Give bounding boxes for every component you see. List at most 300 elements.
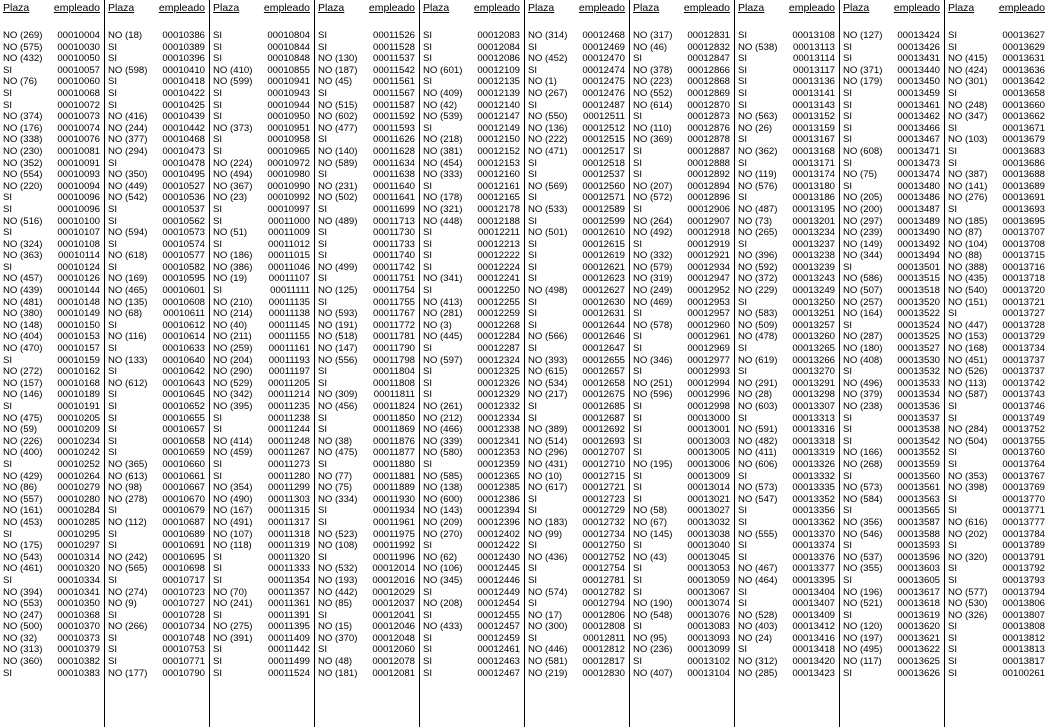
plaza-cell: NO (550) bbox=[528, 111, 568, 123]
plaza-cell: NO (95) bbox=[633, 632, 668, 644]
plaza-cell: NO (459) bbox=[213, 447, 253, 459]
empleado-cell: 00012430 bbox=[477, 551, 520, 563]
table-row bbox=[735, 598, 839, 610]
plaza-cell: SI bbox=[948, 574, 958, 586]
plaza-cell: NO (414) bbox=[213, 435, 253, 447]
plaza-cell: NO (501) bbox=[528, 227, 568, 239]
empleado-cell: 00013520 bbox=[897, 296, 940, 308]
plaza-cell: SI bbox=[528, 308, 538, 320]
table-row bbox=[0, 331, 104, 343]
empleado-cell: 00012947 bbox=[687, 273, 730, 285]
empleado-cell: 00013362 bbox=[792, 516, 835, 528]
table-row bbox=[0, 482, 104, 494]
plaza-cell: SI bbox=[318, 424, 328, 436]
table-row bbox=[315, 134, 419, 146]
plaza-cell: SI bbox=[423, 238, 433, 250]
table-row bbox=[210, 540, 314, 552]
empleado-cell: 00013461 bbox=[897, 99, 940, 111]
empleado-cell: 00012135 bbox=[477, 76, 520, 88]
empleado-cell: 00013113 bbox=[793, 41, 835, 53]
plaza-cell: NO (226) bbox=[3, 435, 43, 447]
empleado-cell: 00011267 bbox=[268, 447, 310, 459]
column-header bbox=[0, 0, 104, 18]
table-row bbox=[0, 76, 104, 88]
plaza-cell: NO (526) bbox=[948, 366, 988, 378]
column-header bbox=[840, 0, 944, 18]
plaza-cell: NO (575) bbox=[3, 41, 43, 53]
empleado-cell: 00013053 bbox=[687, 563, 730, 575]
table-row bbox=[105, 389, 209, 401]
table-row bbox=[420, 494, 524, 506]
table-row bbox=[840, 123, 944, 135]
plaza-cell: NO (617) bbox=[528, 482, 568, 494]
table-row bbox=[0, 563, 104, 575]
table-row bbox=[315, 633, 419, 645]
plaza-cell: NO (572) bbox=[633, 192, 673, 204]
table-row bbox=[315, 482, 419, 494]
empleado-cell: 00013374 bbox=[792, 540, 835, 552]
plaza-cell: SI bbox=[633, 53, 643, 65]
empleado-cell: 00013658 bbox=[1002, 87, 1045, 99]
table-row bbox=[630, 134, 734, 146]
table-row bbox=[420, 76, 524, 88]
plaza-cell: NO (75) bbox=[843, 169, 878, 181]
plaza-cell: NO (191) bbox=[318, 319, 358, 331]
table-row bbox=[735, 668, 839, 680]
table-row bbox=[630, 505, 734, 517]
plaza-cell: SI bbox=[843, 540, 853, 552]
empleado-cell: 00010252 bbox=[57, 458, 100, 470]
empleado-cell: 00012224 bbox=[477, 261, 520, 273]
plaza-cell: NO (614) bbox=[633, 99, 673, 111]
table-row bbox=[840, 587, 944, 599]
plaza-cell: NO (220) bbox=[3, 180, 43, 192]
table-row bbox=[105, 76, 209, 88]
table-row bbox=[525, 540, 629, 552]
empleado-cell: 00010050 bbox=[57, 53, 100, 65]
plaza-cell: SI bbox=[738, 516, 748, 528]
table-row bbox=[630, 123, 734, 135]
plaza-cell: NO (106) bbox=[423, 563, 463, 575]
plaza-cell: NO (453) bbox=[3, 516, 43, 528]
empleado-cell: 00012083 bbox=[477, 30, 520, 41]
empleado-cell: 00010442 bbox=[162, 122, 205, 134]
plaza-cell: NO (157) bbox=[3, 377, 43, 389]
empleado-cell: 00013812 bbox=[1002, 632, 1045, 644]
table-row bbox=[420, 320, 524, 332]
table-row bbox=[105, 668, 209, 680]
empleado-cell: 00012165 bbox=[477, 192, 520, 204]
table-row bbox=[315, 424, 419, 436]
plaza-cell: NO (467) bbox=[738, 563, 778, 575]
empleado-cell: 00011135 bbox=[268, 296, 310, 308]
table-row bbox=[315, 343, 419, 355]
plaza-cell: NO (592) bbox=[738, 261, 778, 273]
empleado-cell: 00012687 bbox=[582, 412, 625, 424]
table-row bbox=[525, 111, 629, 123]
plaza-cell: SI bbox=[948, 505, 958, 517]
empleado-cell: 00012721 bbox=[582, 482, 625, 494]
table-row bbox=[735, 610, 839, 622]
empleado-cell: 00010205 bbox=[57, 412, 100, 424]
empleado-cell: 00012461 bbox=[477, 644, 520, 656]
plaza-cell: NO (62) bbox=[423, 551, 458, 563]
empleado-cell: 00013424 bbox=[897, 30, 940, 41]
table-row bbox=[630, 378, 734, 390]
table-row bbox=[420, 436, 524, 448]
empleado-cell: 00010234 bbox=[57, 435, 100, 447]
plaza-cell: NO (284) bbox=[948, 424, 988, 436]
plaza-cell: SI bbox=[213, 203, 223, 215]
empleado-cell: 00013001 bbox=[687, 424, 730, 436]
table-row bbox=[945, 633, 1049, 645]
table-row bbox=[105, 471, 209, 483]
empleado-cell: 00010284 bbox=[57, 505, 100, 517]
table-row bbox=[840, 482, 944, 494]
empleado-cell: 00013605 bbox=[897, 574, 940, 586]
empleado-cell: 00012332 bbox=[477, 401, 520, 412]
table-row bbox=[945, 123, 1049, 135]
table-row bbox=[210, 100, 314, 112]
empleado-cell: 00012150 bbox=[477, 134, 520, 146]
table-row bbox=[105, 30, 209, 42]
plaza-cell: NO (15) bbox=[318, 621, 353, 633]
plaza-cell: NO (85) bbox=[318, 598, 353, 610]
plaza-cell: NO (281) bbox=[423, 308, 463, 320]
empleado-cell: 00013114 bbox=[793, 53, 835, 65]
table-row bbox=[735, 134, 839, 146]
empleado-cell: 00012876 bbox=[687, 122, 730, 134]
plaza-cell: SI bbox=[528, 493, 538, 505]
plaza-cell: NO (9) bbox=[108, 598, 137, 610]
empleado-cell: 00010285 bbox=[57, 516, 100, 528]
table-row bbox=[105, 644, 209, 656]
table-row bbox=[525, 598, 629, 610]
plaza-cell: NO (612) bbox=[108, 377, 148, 389]
empleado-cell: 00012630 bbox=[582, 296, 625, 308]
plaza-cell: SI bbox=[423, 250, 433, 262]
plaza-cell: NO (593) bbox=[318, 308, 358, 320]
empleado-cell: 00012869 bbox=[687, 87, 730, 99]
table-row bbox=[105, 459, 209, 471]
plaza-cell: NO (58) bbox=[633, 505, 668, 517]
empleado-cell: 00010096 bbox=[57, 203, 100, 215]
table-row bbox=[525, 587, 629, 599]
empleado-cell: 00010537 bbox=[162, 203, 205, 215]
plaza-cell: NO (332) bbox=[633, 250, 673, 262]
plaza-cell: NO (436) bbox=[528, 551, 568, 563]
table-row bbox=[840, 436, 944, 448]
empleado-cell: 00010951 bbox=[267, 122, 310, 134]
table-column bbox=[735, 0, 840, 727]
table-row bbox=[735, 297, 839, 309]
plaza-cell: NO (272) bbox=[3, 366, 43, 378]
empleado-cell: 00010562 bbox=[162, 215, 205, 227]
empleado-cell: 00012511 bbox=[583, 111, 625, 123]
table-row bbox=[0, 505, 104, 517]
header-empleado: empleado bbox=[158, 2, 205, 14]
empleado-cell: 00010645 bbox=[162, 389, 205, 401]
table-row bbox=[630, 552, 734, 564]
table-row bbox=[840, 239, 944, 251]
empleado-cell: 00011742 bbox=[373, 261, 415, 273]
plaza-cell: NO (523) bbox=[318, 528, 358, 540]
plaza-cell: NO (224) bbox=[213, 157, 253, 169]
empleado-cell: 00011315 bbox=[268, 505, 310, 517]
empleado-cell: 00013141 bbox=[792, 87, 835, 99]
empleado-cell: 00013404 bbox=[792, 586, 835, 598]
plaza-cell: SI bbox=[108, 435, 118, 447]
table-row bbox=[0, 192, 104, 204]
table-row bbox=[630, 273, 734, 285]
table-row bbox=[840, 308, 944, 320]
plaza-cell: NO (28) bbox=[738, 389, 773, 401]
table-row bbox=[210, 169, 314, 181]
plaza-cell: NO (113) bbox=[948, 377, 987, 389]
table-row bbox=[315, 146, 419, 158]
plaza-cell: NO (404) bbox=[3, 331, 43, 343]
empleado-cell: 00013021 bbox=[687, 493, 730, 505]
empleado-cell: 00010094 bbox=[57, 180, 100, 192]
empleado-cell: 00012892 bbox=[687, 169, 730, 181]
empleado-cell: 00013532 bbox=[897, 366, 940, 378]
table-row bbox=[315, 204, 419, 216]
empleado-cell: 00013487 bbox=[897, 203, 940, 215]
empleado-cell: 00013265 bbox=[792, 343, 835, 355]
plaza-cell: SI bbox=[738, 238, 748, 250]
plaza-cell: NO (70) bbox=[213, 586, 248, 598]
empleado-cell: 00011790 bbox=[373, 343, 415, 355]
empleado-cell: 00012729 bbox=[582, 505, 625, 517]
plaza-cell: NO (125) bbox=[318, 285, 358, 297]
plaza-cell: NO (87) bbox=[948, 227, 983, 239]
plaza-cell: NO (207) bbox=[633, 180, 673, 192]
table-row bbox=[210, 413, 314, 425]
plaza-cell: SI bbox=[423, 540, 433, 552]
table-row bbox=[420, 216, 524, 228]
table-row bbox=[420, 656, 524, 668]
empleado-cell: 00012873 bbox=[687, 111, 730, 123]
table-column bbox=[420, 0, 525, 727]
empleado-cell: 00013771 bbox=[1002, 505, 1045, 517]
plaza-cell: NO (573) bbox=[843, 482, 883, 494]
table-row bbox=[420, 65, 524, 77]
plaza-cell: NO (386) bbox=[213, 261, 253, 273]
plaza-cell: NO (200) bbox=[843, 203, 883, 215]
empleado-cell: 00013093 bbox=[687, 632, 730, 644]
table-row bbox=[735, 30, 839, 42]
plaza-cell: NO (591) bbox=[738, 424, 778, 436]
empleado-cell: 00010652 bbox=[162, 401, 205, 412]
empleado-cell: 00013721 bbox=[1002, 296, 1045, 308]
empleado-cell: 00013518 bbox=[897, 285, 940, 297]
plaza-cell: SI bbox=[948, 41, 958, 53]
plaza-cell: SI bbox=[843, 111, 853, 123]
empleado-cell: 00011740 bbox=[373, 250, 415, 262]
table-row bbox=[840, 505, 944, 517]
plaza-cell: SI bbox=[213, 99, 223, 111]
plaza-cell: SI bbox=[213, 53, 223, 65]
empleado-cell: 00013099 bbox=[687, 644, 730, 656]
table-row bbox=[105, 239, 209, 251]
table-row bbox=[945, 285, 1049, 297]
plaza-cell: NO (518) bbox=[318, 331, 358, 343]
empleado-cell: 00012084 bbox=[477, 41, 520, 53]
plaza-cell: SI bbox=[108, 632, 118, 644]
plaza-cell: NO (431) bbox=[528, 458, 568, 470]
empleado-cell: 00012619 bbox=[582, 250, 625, 262]
table-row bbox=[0, 656, 104, 668]
empleado-cell: 00012794 bbox=[582, 598, 625, 610]
empleado-cell: 00011442 bbox=[268, 644, 310, 656]
table-row bbox=[420, 273, 524, 285]
table-row bbox=[945, 239, 1049, 251]
empleado-cell: 00013462 bbox=[897, 111, 940, 123]
empleado-cell: 00012655 bbox=[582, 354, 625, 366]
empleado-cell: 00012325 bbox=[477, 366, 520, 378]
empleado-cell: 00013527 bbox=[897, 343, 940, 355]
empleado-cell: 00011751 bbox=[373, 273, 415, 285]
table-row bbox=[735, 65, 839, 77]
empleado-cell: 00012284 bbox=[477, 331, 520, 343]
plaza-cell: NO (270) bbox=[423, 528, 463, 540]
empleado-cell: 00011542 bbox=[373, 64, 415, 76]
table-row bbox=[210, 575, 314, 587]
plaza-cell: NO (167) bbox=[213, 505, 253, 517]
table-row bbox=[105, 633, 209, 645]
plaza-cell: NO (543) bbox=[3, 551, 43, 563]
plaza-cell: NO (247) bbox=[3, 609, 43, 621]
table-column bbox=[840, 0, 945, 727]
table-row bbox=[315, 227, 419, 239]
table-row bbox=[315, 250, 419, 262]
empleado-cell: 00010297 bbox=[57, 540, 100, 552]
empleado-cell: 00013426 bbox=[897, 41, 940, 53]
table-row bbox=[735, 320, 839, 332]
table-row bbox=[210, 563, 314, 575]
table-row bbox=[420, 88, 524, 100]
plaza-cell: NO (24) bbox=[738, 632, 773, 644]
empleado-cell: 00013695 bbox=[1002, 215, 1045, 227]
plaza-cell: NO (135) bbox=[108, 296, 148, 308]
empleado-cell: 00012385 bbox=[477, 482, 520, 494]
plaza-cell: SI bbox=[528, 64, 538, 76]
table-row bbox=[210, 262, 314, 274]
empleado-cell: 00010691 bbox=[162, 540, 205, 552]
plaza-cell: SI bbox=[108, 261, 118, 273]
plaza-cell: SI bbox=[528, 250, 538, 262]
table-row bbox=[315, 517, 419, 529]
plaza-cell: NO (326) bbox=[948, 609, 988, 621]
empleado-cell: 00013319 bbox=[792, 447, 835, 459]
table-row bbox=[0, 668, 104, 680]
table-row bbox=[315, 181, 419, 193]
plaza-cell: NO (565) bbox=[108, 563, 148, 575]
table-row bbox=[735, 146, 839, 158]
empleado-cell: 00013806 bbox=[1002, 598, 1045, 610]
table-row bbox=[735, 343, 839, 355]
plaza-cell: NO (502) bbox=[318, 192, 358, 204]
table-row bbox=[525, 517, 629, 529]
empleado-cell: 00010848 bbox=[267, 53, 310, 65]
plaza-cell: NO (608) bbox=[843, 145, 883, 157]
table-row bbox=[315, 273, 419, 285]
table-row bbox=[630, 343, 734, 355]
table-row bbox=[630, 250, 734, 262]
table-row bbox=[210, 216, 314, 228]
plaza-cell: SI bbox=[3, 192, 13, 204]
table-row bbox=[210, 529, 314, 541]
empleado-cell: 00013727 bbox=[1002, 308, 1045, 320]
table-row bbox=[630, 285, 734, 297]
table-row bbox=[105, 134, 209, 146]
plaza-cell: NO (321) bbox=[423, 203, 463, 215]
plaza-cell: NO (615) bbox=[528, 366, 568, 378]
plaza-cell: NO (415) bbox=[948, 53, 988, 65]
empleado-cell: 00011499 bbox=[268, 656, 310, 668]
table-row bbox=[840, 424, 944, 436]
table-row bbox=[315, 656, 419, 668]
empleado-cell: 00013808 bbox=[1002, 621, 1045, 633]
plaza-cell: SI bbox=[318, 250, 328, 262]
plaza-cell: NO (353) bbox=[948, 470, 988, 482]
empleado-cell: 00012078 bbox=[372, 656, 415, 668]
empleado-cell: 00011811 bbox=[373, 389, 415, 401]
empleado-cell: 00012952 bbox=[687, 285, 730, 297]
plaza-cell: NO (381) bbox=[423, 145, 463, 157]
table-row bbox=[630, 65, 734, 77]
table-row bbox=[420, 587, 524, 599]
plaza-cell: SI bbox=[843, 667, 853, 679]
empleado-cell: 00013618 bbox=[897, 598, 940, 610]
column-header bbox=[210, 0, 314, 18]
table-row bbox=[0, 262, 104, 274]
empleado-cell: 00010108 bbox=[57, 238, 100, 250]
table-row bbox=[105, 273, 209, 285]
empleado-cell: 00012109 bbox=[477, 64, 520, 76]
plaza-cell: SI bbox=[108, 401, 118, 412]
empleado-cell: 00013708 bbox=[1002, 238, 1045, 250]
plaza-cell: SI bbox=[843, 134, 853, 146]
table-row bbox=[945, 471, 1049, 483]
empleado-cell: 00010159 bbox=[57, 354, 100, 366]
plaza-cell: SI bbox=[318, 227, 328, 239]
table-row bbox=[630, 331, 734, 343]
empleado-cell: 00012060 bbox=[372, 644, 415, 656]
plaza-cell: NO (99) bbox=[528, 528, 563, 540]
table-row bbox=[630, 320, 734, 332]
table-row bbox=[420, 540, 524, 552]
empleado-cell: 00010608 bbox=[162, 296, 205, 308]
plaza-cell: SI bbox=[108, 203, 118, 215]
table-row bbox=[525, 262, 629, 274]
table-row bbox=[0, 366, 104, 378]
empleado-cell: 00010667 bbox=[162, 482, 205, 494]
table-row bbox=[420, 378, 524, 390]
table-row bbox=[525, 285, 629, 297]
table-row bbox=[420, 30, 524, 42]
empleado-cell: 00011754 bbox=[373, 285, 415, 297]
empleado-cell: 00012658 bbox=[582, 377, 625, 389]
table-row bbox=[210, 668, 314, 680]
table-row bbox=[630, 563, 734, 575]
table-row bbox=[105, 575, 209, 587]
table-row bbox=[630, 471, 734, 483]
plaza-cell: NO (86) bbox=[3, 482, 38, 494]
empleado-cell: 00012832 bbox=[687, 41, 730, 53]
empleado-cell: 00012710 bbox=[582, 458, 625, 470]
plaza-cell: NO (274) bbox=[108, 586, 148, 598]
